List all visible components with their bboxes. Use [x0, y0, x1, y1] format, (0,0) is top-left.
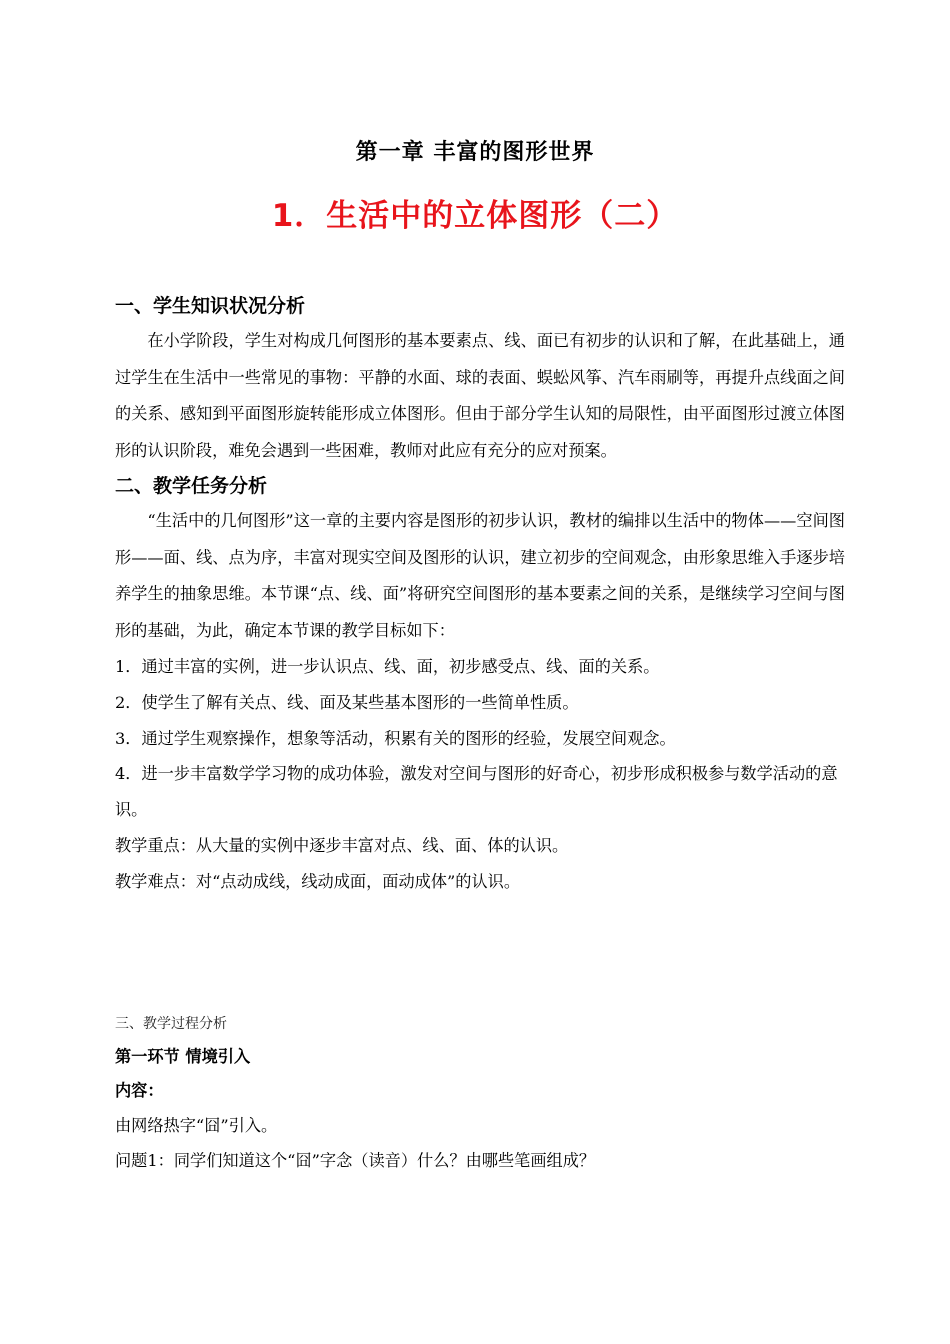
key-point: 教学重点：从大量的实例中逐步丰富对点、线、面、体的认识。 [115, 835, 569, 855]
lesson-title: 1．生活中的立体图形（二） [271, 198, 679, 234]
question-1: 问题1：同学们知道这个“囧”字念（读音）什么？由哪些笔画组成？ [115, 1151, 596, 1171]
content-label: 内容： [115, 1080, 164, 1100]
difficult-point: 教学难点：对“点动成线，线动成面，面动成体”的认识。 [115, 871, 521, 891]
goal-item-3: 3．通过学生观察操作，想象等活动，积累有关的图形的经验，发展空间观念。 [115, 728, 676, 748]
section1-paragraph: 在小学阶段，学生对构成几何图形的基本要素点、线、面已有初步的认识和了解，在此基础上，通过学生在生活中一些常见的事物：平静的水面、球的表面、蜈蚣风筝、汽车雨刷等，再提升点线面之间的关系、感知到平面图形旋转能形成立体图形。但由于部分学生认知的局限性，由平面图形过渡立体图形的认识阶段，难免会遇到一些困难，教师对此应有充分的应对预案。 [115, 331, 845, 460]
goal-item-1: 1．通过丰富的实例，进一步认识点、线、面，初步感受点、线、面的关系。 [115, 657, 660, 676]
goal-item-2: 2．使学生了解有关点、线、面及某些基本图形的一些简单性质。 [115, 692, 579, 712]
section2-paragraph: “生活中的几何图形”这一章的主要内容是图形的初步认识，教材的编排以生活中的物体——空间图形——面、线、点为序，丰富对现实空间及图形的认识，建立初步的空间观念，由形象思维入手逐步培养学生的抽象思维。本节课“点、线、面”将研究空间图形的基本要素之间的关系，是继续学习空间与图形的基础，为此，确定本节课的教学目标如下： [115, 511, 845, 640]
section2-heading: 二、教学任务分析 [115, 475, 268, 497]
goal-item-4: 4．进一步丰富数学学习物的成功体验，激发对空间与图形的好奇心，初步形成积极参与数学活动的意识。 [115, 764, 838, 820]
step-title: 第一环节 情境引入 [115, 1046, 251, 1066]
spacer [115, 900, 845, 1012]
section3-heading: 三、教学过程分析 [115, 1015, 227, 1032]
document-body [115, 289, 845, 1179]
intro-line: 由网络热字“囧”引入。 [115, 1115, 278, 1135]
section1-heading: 一、学生知识状况分析 [115, 295, 306, 317]
chapter-title: 第一章 丰富的图形世界 [355, 140, 595, 165]
